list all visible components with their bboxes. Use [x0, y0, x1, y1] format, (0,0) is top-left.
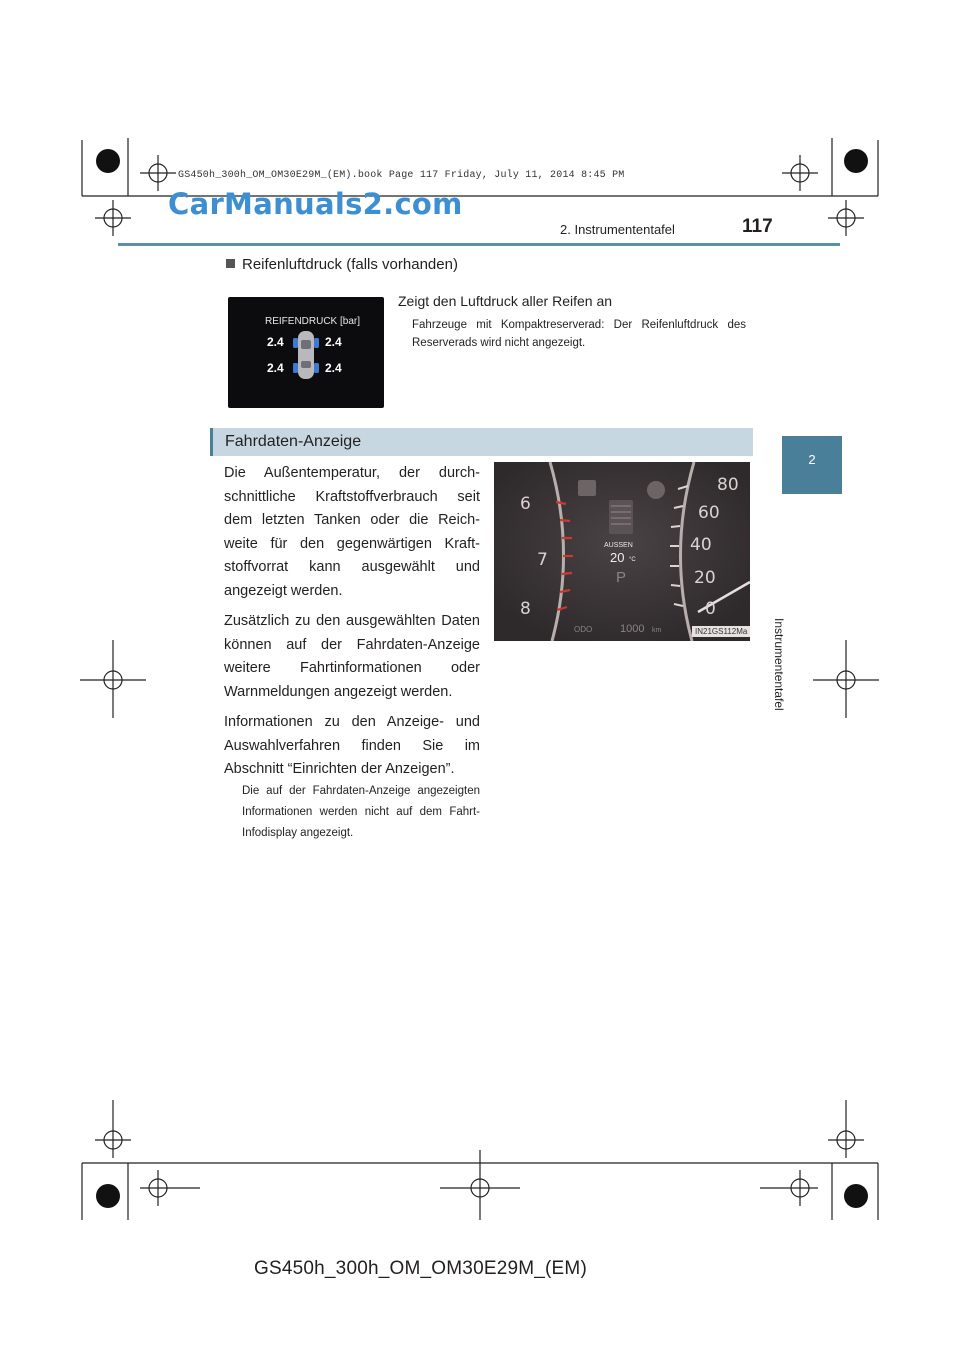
image-reference-code: IN21GS112Ma: [692, 626, 750, 637]
page-number: 117: [742, 216, 773, 237]
gauge-number-6: 6: [520, 494, 531, 514]
tire-pressure-display: [228, 297, 384, 408]
footer-manual-code: GS450h_300h_OM_OM30E29M_(EM): [254, 1258, 587, 1279]
watermark-logo: CarManuals2.com: [168, 187, 463, 221]
gauge-number-7: 7: [537, 550, 548, 570]
section-header: [210, 428, 753, 456]
paragraph: Zusätzlich zu den ausgewählten Daten können auf der Fahrdaten-Anzeige weitere Fahrtinformationen oder Warnmeldungen angezeigt werden.: [224, 613, 480, 700]
car-top-view-icon: [292, 328, 320, 382]
section-title: Fahrdaten-Anzeige: [225, 433, 362, 450]
pressure-rear-left: 2.4: [267, 361, 284, 375]
gauge-number-20: 20: [694, 568, 716, 588]
outside-temp-label: AUSSEN: [604, 542, 633, 549]
pressure-front-right: 2.4: [325, 335, 342, 349]
square-bullet-icon: [226, 259, 235, 268]
header-divider: [118, 243, 840, 246]
tpms-heading-text: Reifenluftdruck (falls vorhanden): [242, 256, 458, 273]
tpms-note: Fahrzeuge mit Kompaktreserverad: Der Reifenluftdruck des Reserverads wird nicht angezeigt.: [412, 319, 746, 349]
odometer-unit: km: [652, 627, 662, 634]
book-file-header: GS450h_300h_OM_OM30E29M_(EM).book Page 117 Friday, July 11, 2014 8:45 PM: [178, 170, 625, 181]
chapter-title: 2. Instrumententafel: [560, 222, 675, 237]
gauge-number-40: 40: [690, 535, 712, 555]
paragraph: Informationen zu den Anzeige- und Auswahlverfahren finden Sie im Abschnitt “Einrichten der Anzeigen”.: [224, 714, 480, 777]
section-note: Die auf der Fahrdaten-Anzeige angezeigten Informationen werden nicht auf dem Fahrt-Infodisplay angezeigt.: [242, 785, 480, 839]
gauge-graphics: [494, 462, 750, 641]
tpms-heading: [226, 256, 458, 273]
tpms-caption: Zeigt den Luftdruck aller Reifen an: [398, 293, 613, 309]
outside-temp-value: 20: [610, 550, 625, 565]
gauge-number-0: 0: [705, 599, 716, 619]
instrument-cluster-photo: [494, 462, 750, 641]
pressure-rear-right: 2.4: [325, 361, 342, 375]
gear-indicator: P: [616, 569, 627, 586]
starburst-mark-icon: [96, 149, 120, 173]
gauge-number-60: 60: [698, 503, 720, 523]
chapter-tab: 2: [782, 436, 842, 494]
tire-pressure-title: REIFENDRUCK [bar]: [265, 316, 361, 327]
section-body: [224, 462, 480, 789]
paragraph: Die Außentemperatur, der durchschnittliche Kraftstoffverbrauch seit dem letzten Tanken oder die Reichweite für den gegenwärtigen Kraftstoffvorrat kann ausgewählt und angezeigt werden.: [224, 465, 480, 599]
odometer-value: 1000: [620, 623, 645, 635]
gauge-number-8: 8: [520, 599, 531, 619]
pressure-front-left: 2.4: [267, 335, 284, 349]
outside-temp-unit: °C: [629, 557, 636, 563]
chapter-tab-label: Instrumententafel: [772, 618, 786, 711]
gauge-number-80: 80: [717, 475, 739, 495]
odometer-label: ODO: [574, 625, 593, 634]
